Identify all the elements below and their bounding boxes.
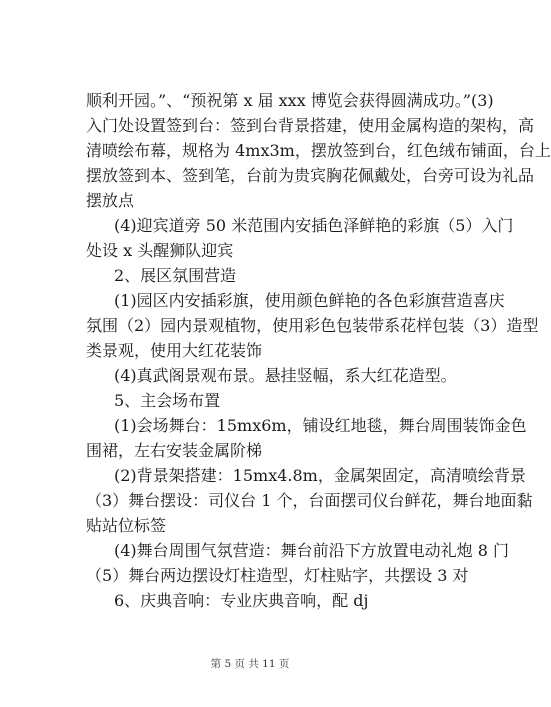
section-heading: 2、展区氛围营造: [114, 266, 237, 285]
page-footer: 第 5 页 共 11 页: [210, 658, 290, 670]
text-line: 摆放签到本、签到笔，台前为贵宾胸花佩戴处，台旁可设为礼品: [86, 166, 535, 185]
text-line: 处设 x 头醒狮队迎宾: [86, 241, 234, 260]
text-line: 氛围（2）园内景观植物，使用彩色包装带系花样包装（3）造型: [86, 316, 539, 335]
text-line: 类景观，使用大红花装饰: [86, 341, 263, 360]
document-body: [86, 88, 551, 613]
text-line: (4)真武阁景观布景。悬挂竖幅，系大红花造型。: [114, 366, 457, 385]
text-line: (4)舞台周围气氛营造：舞台前沿下方放置电动礼炮 8 门: [114, 541, 510, 560]
text-line: (2)背景架搭建：15mx4.8m，金属架固定，高清喷绘背景: [114, 466, 526, 485]
text-line: 清喷绘布幕，规格为 4mx3m，摆放签到台，红色绒布铺面，台上: [86, 141, 551, 160]
text-line: 贴站位标签: [86, 516, 167, 535]
text-line: 摆放点: [86, 191, 135, 210]
text-line: (1)园区内安插彩旗，使用颜色鲜艳的各色彩旗营造喜庆: [114, 291, 505, 310]
text-line: （5）舞台两边摆设灯柱造型，灯柱贴字，共摆设 3 对: [86, 566, 469, 585]
section-heading: 6、庆典音响：专业庆典音响，配 dj: [114, 591, 369, 610]
text-line: 顺利开园。”、“预祝第 x 届 xxx 博览会获得圆满成功。”(3): [86, 91, 494, 110]
text-line: (1)会场舞台：15mx6m，铺设红地毯，舞台周围装饰金色: [114, 416, 527, 435]
section-heading: 5、主会场布置: [114, 391, 221, 410]
text-line: 入门处设置签到台：签到台背景搭建，使用金属构造的架构，高: [86, 116, 535, 135]
text-line: 围裙，左右安装金属阶梯: [86, 441, 263, 460]
text-line: (4)迎宾道旁 50 米范围内安插色泽鲜艳的彩旗（5）入门: [114, 216, 514, 235]
text-line: （3）舞台摆设：司仪台 1 个，台面摆司仪台鲜花，舞台地面黏: [86, 491, 533, 510]
